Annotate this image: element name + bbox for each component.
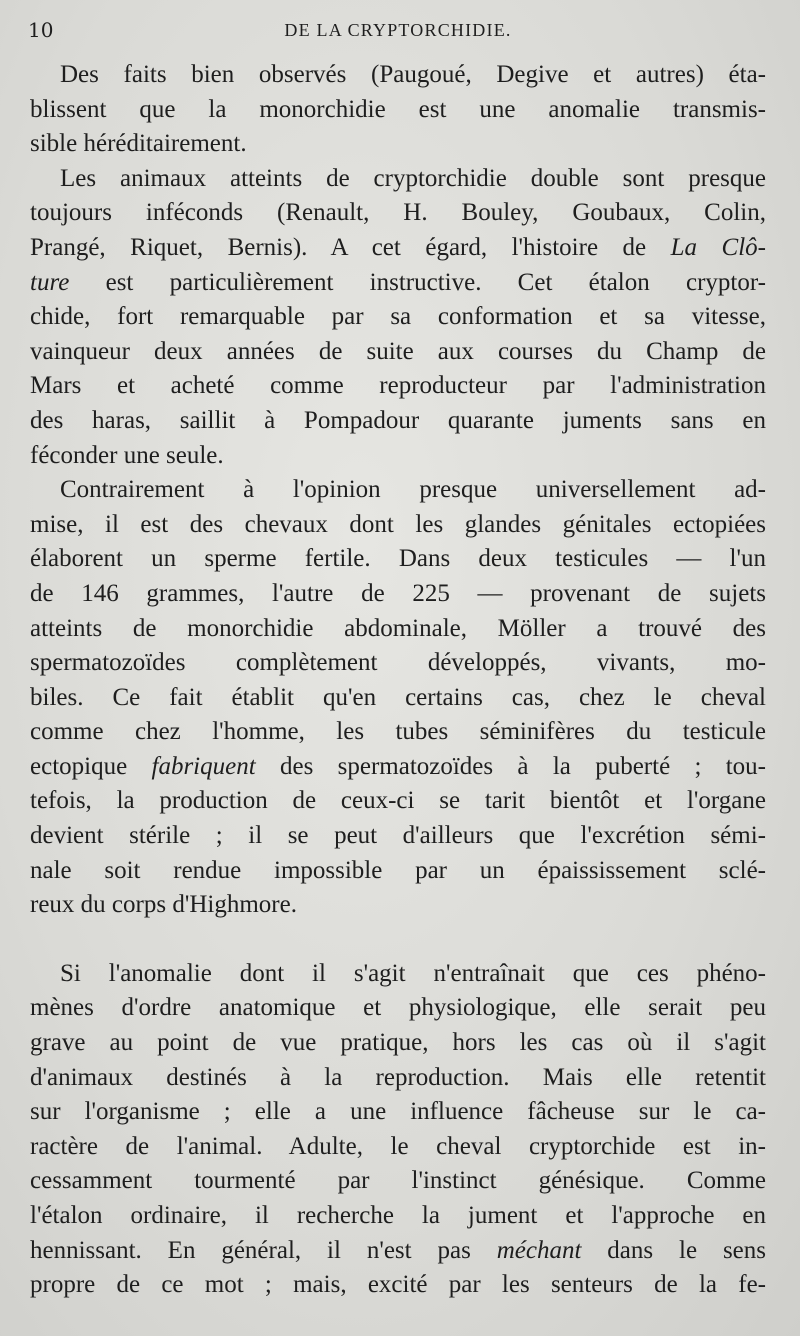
paragraph	[30, 473, 766, 923]
text-line: mise, il est des chevaux dont les glandes génitales ectopiées	[30, 510, 766, 538]
text-line	[30, 750, 766, 785]
text-segment: est particulièrement instructive. Cet étalon cryptor-	[105, 268, 766, 296]
paragraph	[30, 957, 766, 1303]
text-segment: des spermatozoïdes à la puberté ; tou-	[279, 752, 766, 780]
text-line: de 146 grammes, l'autre de 225 — provenant de sujets	[30, 579, 766, 607]
page-header	[28, 16, 768, 46]
text-line: nale soit rendue impossible par un épaississement sclé-	[30, 856, 766, 884]
text-line: grave au point de vue pratique, hors les cas où il s'agit	[30, 1029, 766, 1057]
text-line: ractère de l'animal. Adulte, le cheval cryptorchide est in-	[30, 1132, 766, 1160]
text-line: Mars et acheté comme reproducteur par l'administration	[30, 372, 766, 400]
text-line: Contrairement à l'opinion presque universellement ad-	[60, 476, 766, 504]
page-number: 10	[28, 18, 54, 42]
text-line: comme chez l'homme, les tubes séminifères du testicule	[30, 718, 766, 746]
text-line: toujours inféconds (Renault, H. Bouley, Goubaux, Colin,	[30, 199, 766, 227]
text-line: féconder une seule.	[30, 441, 224, 469]
text-line: biles. Ce fait établit qu'en certains cas, chez le cheval	[30, 683, 766, 711]
text-line	[30, 231, 766, 266]
text-line: Si l'anomalie dont il s'agit n'entraînait que ces phéno-	[60, 959, 766, 987]
text-line: mènes d'ordre anatomique et physiologique, elle serait peu	[30, 994, 766, 1022]
text-line	[30, 266, 766, 301]
text-line	[30, 1234, 766, 1269]
paragraph	[30, 162, 766, 473]
running-title: DE LA CRYPTORCHIDIE.	[284, 20, 512, 40]
text-line: devient stérile ; il se peut d'ailleurs que l'excrétion sémi-	[30, 822, 766, 850]
text-line: Les animaux atteints de cryptorchidie double sont presque	[60, 164, 766, 192]
text-segment: hennissant. En général, il n'est pas	[30, 1236, 471, 1264]
text-line: chide, fort remarquable par sa conformation et sa vitesse,	[30, 303, 766, 331]
italic-title: ture	[30, 268, 70, 296]
text-line: spermatozoïdes complètement développés, vivants, mo-	[30, 649, 766, 677]
text-segment: dans le sens	[607, 1236, 766, 1264]
text-segment: ectopique	[30, 752, 128, 780]
text-line: cessamment tourmenté par l'instinct génésique. Comme	[30, 1167, 766, 1195]
paragraph	[30, 58, 766, 162]
text-line: sible héréditairement.	[30, 130, 247, 158]
text-line: reux du corps d'Highmore.	[30, 891, 297, 919]
section-gap	[30, 923, 766, 957]
text-line: élaborent un sperme fertile. Dans deux testicules — l'un	[30, 545, 766, 573]
text-line: atteints de monorchidie abdominale, Möller a trouvé des	[30, 614, 766, 642]
italic-word: méchant	[496, 1236, 582, 1264]
text-line: d'animaux destinés à la reproduction. Mais elle retentit	[30, 1063, 766, 1091]
text-segment: Prangé, Riquet, Bernis). A cet égard, l'histoire de	[30, 233, 647, 261]
body-text	[30, 58, 766, 1303]
text-line: Des faits bien observés (Paugoué, Degive et autres) éta-	[60, 61, 766, 88]
text-line: l'étalon ordinaire, il recherche la jument et l'approche en	[30, 1202, 766, 1229]
text-line: sur l'organisme ; elle a une influence fâcheuse sur le ca-	[30, 1098, 766, 1126]
text-line: propre de ce mot ; mais, excité par les senteurs de la fe-	[30, 1271, 766, 1299]
italic-word: fabriquent	[151, 752, 256, 780]
text-line: blissent que la monorchidie est une anomalie transmis-	[30, 95, 766, 123]
text-line: tefois, la production de ceux-ci se tarit bientôt et l'organe	[30, 787, 766, 815]
italic-title: La Clô-	[670, 233, 767, 261]
text-line: des haras, saillit à Pompadour quarante juments sans en	[30, 406, 766, 434]
text-line: vainqueur deux années de suite aux courses du Champ de	[30, 337, 766, 365]
